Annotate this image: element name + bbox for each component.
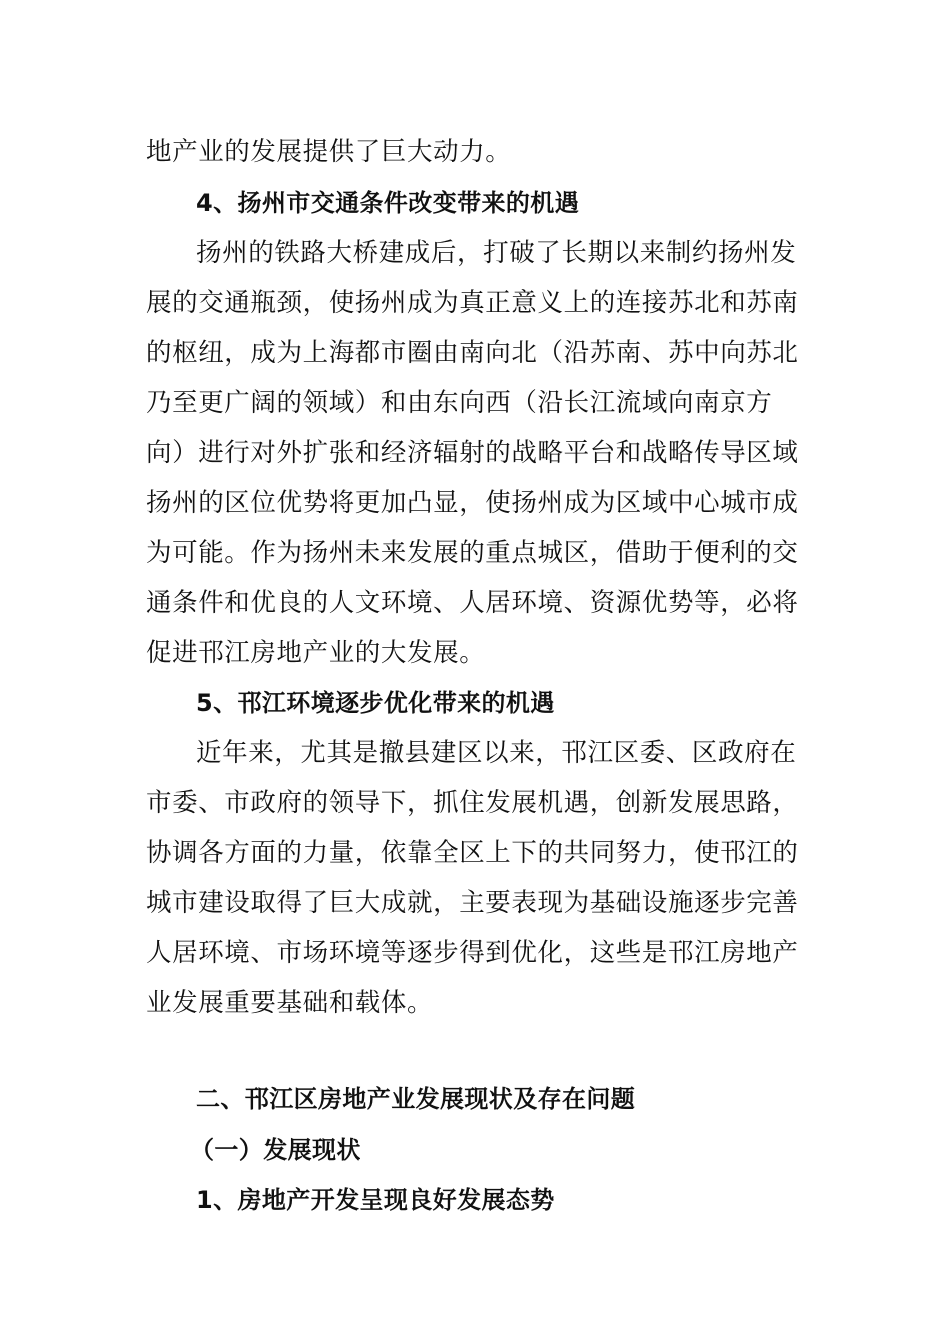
section-4-line-9: 促进邗江房地产业的大发展。 (146, 638, 486, 668)
section-4-heading: 4、扬州市交通条件改变带来的机遇 (196, 189, 580, 217)
section-4-line-6: 扬州的区位优势将更加凸显，使扬州成为区域中心城市成 (146, 488, 799, 518)
section-5-heading: 5、邗江环境逐步优化带来的机遇 (196, 689, 555, 717)
section-4-line-7: 为可能。作为扬州未来发展的重点城区，借助于便利的交 (146, 538, 799, 568)
section-5-line-3: 协调各方面的力量，依靠全区上下的共同努力，使邗江的 (146, 838, 799, 868)
section-4-line-4: 乃至更广阔的领域）和由东向西（沿长江流域向南京方 (146, 388, 773, 418)
section-5-line-5: 人居环境、市场环境等逐步得到优化，这些是邗江房地产 (146, 938, 799, 968)
section-5-line-4: 城市建设取得了巨大成就，主要表现为基础设施逐步完善 (146, 888, 799, 918)
section-5-line-1: 近年来，尤其是撤县建区以来，邗江区委、区政府在 (196, 738, 797, 768)
section-4-line-3: 的枢纽，成为上海都市圈由南向北（沿苏南、苏中向苏北 (146, 338, 799, 368)
section-4-line-8: 通条件和优良的人文环境、人居环境、资源优势等，必将 (146, 588, 799, 618)
part-2-item-1: 1、房地产开发呈现良好发展态势 (196, 1186, 555, 1214)
section-4-line-1: 扬州的铁路大桥建成后，打破了长期以来制约扬州发 (196, 238, 797, 268)
part-2-heading: 二、邗江区房地产业发展现状及存在问题 (196, 1085, 636, 1113)
section-4-line-2: 展的交通瓶颈，使扬州成为真正意义上的连接苏北和苏南 (146, 288, 799, 318)
section-5-line-6: 业发展重要基础和载体。 (146, 988, 434, 1018)
section-4-line-5: 向）进行对外扩张和经济辐射的战略平台和战略传导区域 (146, 438, 799, 468)
section-5-line-2: 市委、市政府的领导下，抓住发展机遇，创新发展思路， (146, 788, 799, 818)
opening-line: 地产业的发展提供了巨大动力。 (146, 137, 512, 167)
part-2-subheading: （一）发展现状 (190, 1136, 361, 1164)
